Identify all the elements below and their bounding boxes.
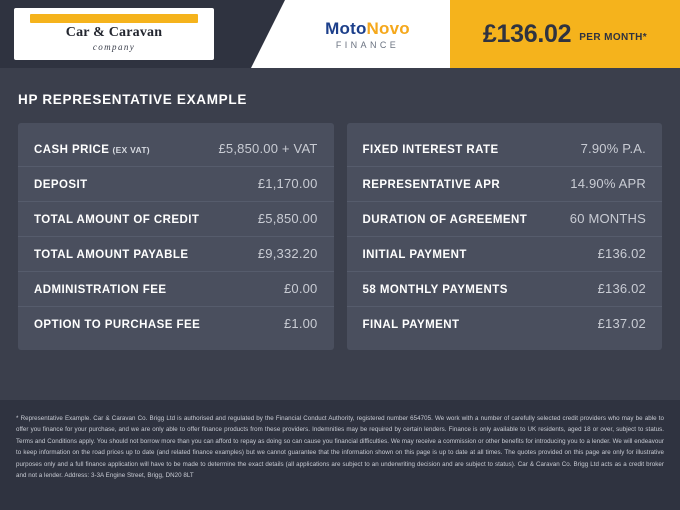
row-value: 14.90% APR <box>570 176 646 191</box>
row-label <box>363 284 508 296</box>
row-label-note: (EX VAT) <box>112 145 150 155</box>
lender-name <box>325 19 410 39</box>
row-label <box>34 284 166 296</box>
row-label-text: DURATION OF AGREEMENT <box>362 214 528 226</box>
monthly-price-badge <box>450 0 680 68</box>
dealer-name: Car & Caravan <box>65 25 163 41</box>
row-label <box>363 214 528 226</box>
row-label <box>363 179 501 191</box>
row-label-text: INITIAL PAYMENT <box>362 249 467 261</box>
table-row <box>18 272 334 307</box>
dealer-logo-bar <box>30 14 198 23</box>
finance-details-panels <box>0 107 680 350</box>
row-value: 7.90% P.A. <box>580 141 646 156</box>
row-value: £136.02 <box>597 281 646 296</box>
lender-name-part1: Moto <box>325 18 367 38</box>
row-label <box>34 249 188 261</box>
row-value: £0.00 <box>283 281 318 296</box>
row-label-text: FIXED INTEREST RATE <box>362 144 499 156</box>
monthly-price-unit: PER MONTH* <box>579 32 648 43</box>
row-value: £1.00 <box>283 316 318 331</box>
row-label-text: OPTION TO PURCHASE FEE <box>34 319 201 331</box>
table-row <box>347 132 663 167</box>
monthly-price-amount: £136.02 <box>482 19 572 48</box>
row-value: £137.02 <box>597 316 646 331</box>
row-label <box>34 179 88 191</box>
table-row <box>18 237 334 272</box>
dealer-logo <box>14 8 214 60</box>
table-row <box>347 272 663 307</box>
lender-name-part2: Novo <box>366 18 410 38</box>
right-details-panel <box>347 123 663 350</box>
lender-subtitle: FINANCE <box>335 39 400 50</box>
row-label <box>34 214 199 226</box>
row-value: £136.02 <box>597 246 646 261</box>
lender-logo <box>285 0 450 68</box>
row-label-text: TOTAL AMOUNT OF CREDIT <box>34 214 200 226</box>
row-value: £9,332.20 <box>257 246 318 261</box>
row-label-text: TOTAL AMOUNT PAYABLE <box>34 249 189 261</box>
table-row <box>18 202 334 237</box>
row-label-text: ADMINISTRATION FEE <box>34 284 167 296</box>
row-label <box>34 144 150 156</box>
table-row <box>347 237 663 272</box>
table-row <box>347 307 663 341</box>
row-label-text: 58 MONTHLY PAYMENTS <box>362 284 508 296</box>
row-label <box>363 249 467 261</box>
row-label-text: DEPOSIT <box>34 179 88 191</box>
row-value: £5,850.00 <box>257 211 318 226</box>
row-label-text: REPRESENTATIVE APR <box>362 179 501 191</box>
row-label <box>363 319 460 331</box>
dealer-subtitle: company <box>92 41 136 52</box>
left-details-panel <box>18 123 334 350</box>
table-row <box>18 167 334 202</box>
row-label-text: FINAL PAYMENT <box>362 319 460 331</box>
row-label-text: CASH PRICE <box>34 144 110 156</box>
row-value: £5,850.00 + VAT <box>218 141 318 156</box>
table-row <box>18 307 334 341</box>
table-row <box>347 202 663 237</box>
row-value: £1,170.00 <box>257 176 318 191</box>
row-label <box>363 144 499 156</box>
row-label <box>34 319 200 331</box>
table-row <box>18 132 334 167</box>
page-title: HP REPRESENTATIVE EXAMPLE <box>18 92 248 107</box>
row-value: 60 MONTHS <box>569 211 646 226</box>
table-row <box>347 167 663 202</box>
page-header <box>0 0 680 68</box>
legal-disclaimer: * Representative Example. Car & Caravan Co. Brigg Ltd is authorised and regulated by the Financial Conduct Authority, registered number 654705. We work with a number of carefully selected credit providers who may be able to offer you finance for your purchase, and we are only able to offer finance products from these providers. Indemnities may be required by certain lenders. Finance is only available to UK residents, aged 18 or over, subject to status. Terms and Conditions apply. You should not borrow more than you can afford to repay as doing so can cause you financial difficulties. We may receive a commission or other benefits for introducing you to a lender. We will endeavour to keep information on the road prices up to date (and related finance examples) but we cannot guarantee that the information shown on this page is up to date at all times. The quotes provided on this page are only for illustrative purposes only and a full finance application will have to be made to determine the exact details (all applications are subject to an underwriting decision and are subject to status). Car & Caravan Co. Brigg Ltd acts as a credit broker and not a lender. Address: 3-3A Engine Street, Brigg, DN20 8LT <box>0 400 680 510</box>
